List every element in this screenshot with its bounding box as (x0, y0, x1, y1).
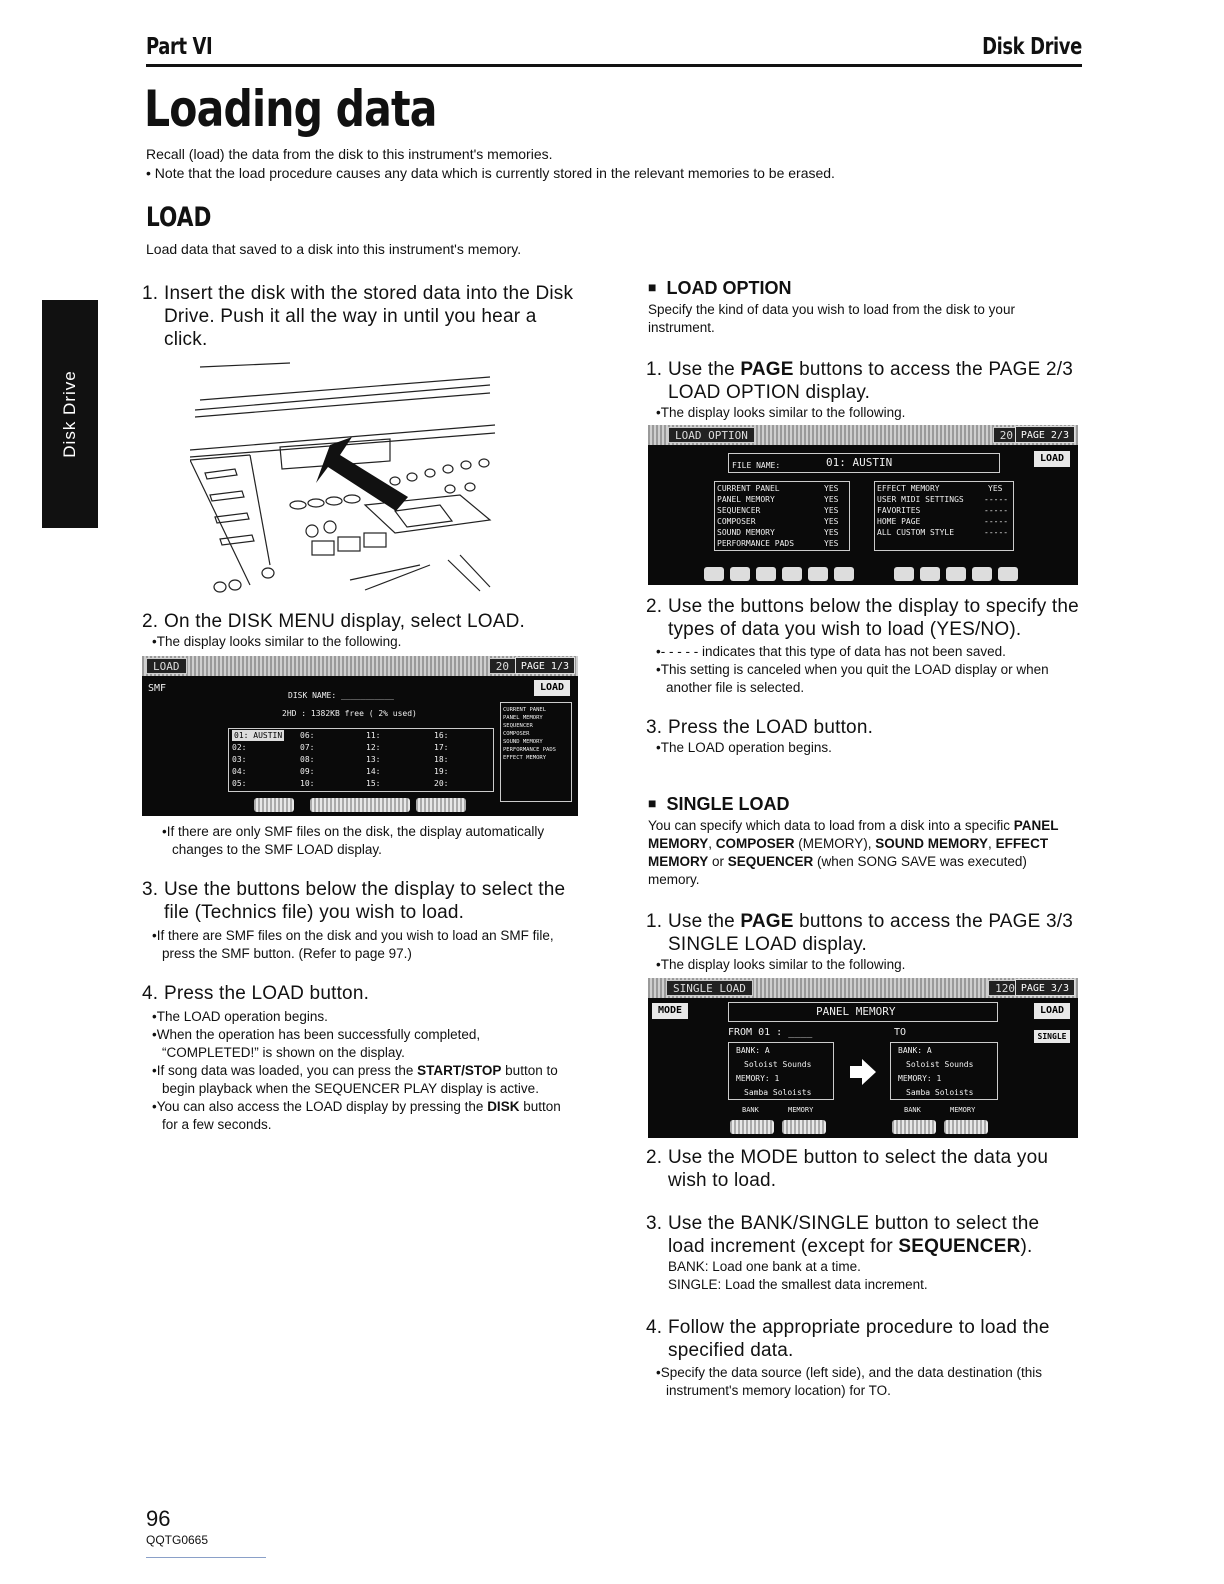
step-text: Press the LOAD button. (668, 717, 874, 738)
file-item[interactable]: 06: (300, 731, 315, 740)
key-label: MEMORY (950, 1106, 976, 1114)
option-item: USER MIDI SETTINGS (877, 495, 964, 504)
bank-button[interactable] (892, 1120, 936, 1134)
footer-rule (146, 1557, 266, 1558)
step-note: • You can also access the LOAD display by pressing the DISK button for a few seconds. (142, 1098, 580, 1134)
single-load-section (648, 794, 1082, 889)
lcd-single-load-display (648, 978, 1078, 1138)
option-value[interactable]: YES (824, 506, 839, 515)
file-item[interactable]: 07: (300, 743, 315, 752)
lcd-page: PAGE 1/3 (515, 657, 575, 674)
single-step1 (646, 910, 1082, 974)
option-item: PANEL MEMORY (717, 495, 775, 504)
option-value[interactable]: ----- (984, 528, 1009, 537)
file-item[interactable]: 18: (434, 755, 449, 764)
disk-free: 2HD : 1382KB free ( 2% used) (282, 709, 417, 718)
source-line: Samba Soloists (744, 1088, 812, 1097)
option-item: SOUND MEMORY (717, 528, 775, 537)
header-rule (146, 64, 1082, 67)
page-number: 96 (146, 1506, 171, 1531)
type-item: PANEL MEMORY (503, 715, 543, 721)
type-item: SOUND MEMORY (503, 739, 543, 745)
option-value[interactable]: ----- (984, 506, 1009, 515)
intro-line: Recall (load) the data from the disk to this instrument's memories. (146, 146, 553, 162)
key-label: BANK (742, 1106, 759, 1114)
lcd-tab: LOAD OPTION (668, 427, 755, 443)
file-item[interactable]: 09: (300, 767, 315, 776)
step-note: • The display looks similar to the following. (646, 404, 1082, 422)
intro (146, 145, 835, 183)
single-step3 (646, 1212, 1082, 1294)
file-item[interactable]: 03: (232, 755, 247, 764)
file-item[interactable]: 14: (366, 767, 381, 776)
option-item: CURRENT PANEL (717, 484, 780, 493)
step-note: • If there are SMF files on the disk and you wish to load an SMF file, press the SMF button. (Refer to page 97.) (142, 927, 580, 963)
file-item[interactable]: 10: (300, 779, 315, 788)
step-text: Use the BANK/SINGLE button to select the load increment (except for SEQUENCER). (668, 1213, 1040, 1257)
option-key[interactable] (730, 567, 750, 581)
lcd-tab: SINGLE LOAD (666, 980, 753, 996)
option-item: SEQUENCER (717, 506, 761, 515)
option-value[interactable]: YES (824, 539, 839, 548)
option-item: ALL CUSTOM STYLE (877, 528, 955, 537)
part-label: Part VI (146, 34, 213, 60)
option-step3 (646, 716, 1082, 757)
key-label: BANK (904, 1106, 921, 1114)
memory-button[interactable] (782, 1120, 826, 1134)
step-number: 1. (646, 359, 663, 380)
disk-name: DISK NAME: ___________ (288, 691, 394, 700)
option-item: HOME PAGE (877, 517, 921, 526)
step-number: 2. (646, 1147, 663, 1168)
option-value[interactable]: ----- (984, 495, 1009, 504)
option-key[interactable] (834, 567, 854, 581)
option-key[interactable] (894, 567, 914, 581)
lcd-load-display (142, 656, 578, 816)
step-text: Press the LOAD button. (164, 983, 370, 1004)
file-item[interactable]: 02: (232, 743, 247, 752)
option-key[interactable] (920, 567, 940, 581)
step-note: • When the operation has been successfully completed, “COMPLETED!” is shown on the display. (142, 1026, 580, 1062)
memory-button[interactable] (944, 1120, 988, 1134)
load-button[interactable]: LOAD (1034, 1003, 1070, 1019)
lcd-tab: LOAD (146, 658, 187, 674)
lcd-page: PAGE 2/3 (1015, 426, 1075, 443)
mode-button[interactable]: MODE (652, 1003, 688, 1019)
option-value[interactable]: YES (988, 484, 1003, 493)
step-text: Use the MODE button to select the data you wish to load. (668, 1147, 1049, 1191)
file-item[interactable]: 01: AUSTIN (234, 731, 283, 740)
option-key[interactable] (972, 567, 992, 581)
file-item[interactable]: 12: (366, 743, 381, 752)
to-label: TO (894, 1027, 907, 1038)
intro-note: • Note that the load procedure causes any data which is currently stored in the relevant memories to be erased. (146, 165, 835, 181)
type-item: EFFECT MEMORY (503, 755, 547, 761)
load-heading: LOAD (146, 202, 212, 233)
smf-button[interactable]: SMF (148, 683, 167, 694)
file-item[interactable]: 16: (434, 731, 449, 740)
bank-button[interactable] (730, 1120, 774, 1134)
file-name-value: 01: AUSTIN (826, 456, 893, 469)
step-text: Use the PAGE buttons to access the PAGE 2/3 LOAD OPTION display. (668, 359, 1073, 403)
option-item: PERFORMANCE PADS (717, 539, 795, 548)
section-subtitle: You can specify which data to load from a disk into a specific PANEL MEMORY, COMPOSER (MEMORY), SOUND MEMORY, EFFECT MEMORY or SEQUENCER (when SONG SAVE was executed) memory. (648, 818, 1059, 887)
destination-line: MEMORY: 1 (898, 1074, 942, 1083)
load-button[interactable]: LOAD (534, 680, 570, 696)
source-line: BANK: A (736, 1046, 770, 1055)
single-step4 (646, 1316, 1082, 1400)
source-line: Soloist Sounds (744, 1060, 812, 1069)
option-value[interactable]: ----- (984, 517, 1009, 526)
option-key[interactable] (704, 567, 724, 581)
step-number: 1. (142, 283, 159, 304)
file-item[interactable]: 19: (434, 767, 449, 776)
smf-note (152, 823, 582, 859)
file-item[interactable]: 11: (366, 731, 381, 740)
lcd-number: 120 (988, 980, 1022, 996)
option-key[interactable] (946, 567, 966, 581)
side-tab-label: Disk Drive (60, 370, 79, 458)
file-item[interactable]: 08: (300, 755, 315, 764)
step-number: 4. (142, 983, 159, 1004)
step-number: 3. (646, 1213, 663, 1234)
step-note: • The display looks similar to the following. (646, 956, 1082, 974)
option-item: FAVORITES (877, 506, 921, 515)
lcd-page: PAGE 3/3 (1015, 979, 1075, 996)
file-item[interactable]: 04: (232, 767, 247, 776)
step-text: Insert the disk with the stored data into the Disk Drive. Push it all the way in until you hear a click. (164, 283, 574, 350)
step-note: • - - - - - indicates that this type of data has not been saved. (646, 643, 1082, 661)
file-item[interactable]: 05: (232, 779, 247, 788)
disk-insert-illustration (190, 355, 500, 595)
option-key[interactable] (756, 567, 776, 581)
option-key[interactable] (998, 567, 1018, 581)
section-label: Disk Drive (982, 34, 1082, 60)
option-item: EFFECT MEMORY (877, 484, 940, 493)
load-button[interactable]: LOAD (1034, 451, 1070, 467)
step-text: Use the buttons below the display to specify the types of data you wish to load (YES/NO). (668, 596, 1079, 640)
step-text: Follow the appropriate procedure to load the specified data. (668, 1317, 1050, 1361)
prev-button[interactable] (254, 798, 294, 812)
file-name-label: FILE NAME: (732, 461, 781, 470)
option-value[interactable]: YES (824, 528, 839, 537)
type-item: SEQUENCER (503, 723, 533, 729)
section-heading: ■ SINGLE LOAD (648, 794, 1082, 815)
step-note: • The LOAD operation begins. (646, 739, 1082, 757)
left-step2 (142, 610, 580, 651)
left-step3 (142, 878, 580, 963)
type-item: CURRENT PANEL (503, 707, 547, 713)
option-value[interactable]: YES (824, 495, 839, 504)
left-step4 (142, 982, 580, 1134)
option-key[interactable] (808, 567, 828, 581)
step-number: 1. (646, 911, 663, 932)
step-number: 2. (142, 611, 159, 632)
file-item[interactable]: 13: (366, 755, 381, 764)
step-number: 3. (646, 717, 663, 738)
load-option-section (648, 278, 1082, 337)
step-text: Use the buttons below the display to select the file (Technics file) you wish to load. (164, 879, 566, 923)
option-step2 (646, 595, 1082, 697)
type-item: PERFORMANCE PADS (503, 747, 556, 753)
type-item: COMPOSER (503, 731, 530, 737)
file-item[interactable]: 15: (366, 779, 381, 788)
file-item[interactable]: 17: (434, 743, 449, 752)
lcd-number: 20 (993, 427, 1020, 443)
scroll-button[interactable] (310, 798, 410, 812)
step-text: On the DISK MENU display, select LOAD. (164, 611, 525, 632)
single-step2 (646, 1146, 1082, 1192)
step-note: • The LOAD operation begins. (142, 1008, 580, 1026)
destination-line: BANK: A (898, 1046, 932, 1055)
step-text: Use the PAGE buttons to access the PAGE 3/3 SINGLE LOAD display. (668, 911, 1073, 955)
destination-line: Samba Soloists (906, 1088, 974, 1097)
lcd-load-option-display (648, 425, 1078, 585)
single-line: SINGLE: Load the smallest data increment. (668, 1277, 928, 1292)
from-label: FROM 01 : ____ (728, 1027, 813, 1038)
bank-line: BANK: Load one bank at a time. (668, 1259, 861, 1274)
section-heading: ■ LOAD OPTION (648, 278, 1082, 299)
arrow-right-icon (848, 1058, 878, 1086)
load-subtitle: Load data that saved to a disk into this instrument's memory. (146, 241, 522, 257)
type-value: PANEL MEMORY (816, 1005, 896, 1018)
step-number: 3. (142, 879, 159, 900)
step-number: 2. (646, 596, 663, 617)
page-title: Loading data (144, 80, 437, 138)
step-note: • If there are only SMF files on the disk, the display automatically changes to the SMF LOAD display. (152, 823, 582, 859)
step-number: 4. (646, 1317, 663, 1338)
source-line: MEMORY: 1 (736, 1074, 780, 1083)
next-button[interactable] (416, 798, 466, 812)
left-step1 (142, 282, 580, 351)
side-tab (42, 300, 98, 528)
destination-line: Soloist Sounds (906, 1060, 974, 1069)
file-item[interactable]: 20: (434, 779, 449, 788)
option-step1 (646, 358, 1082, 422)
option-item: COMPOSER (717, 517, 756, 526)
single-button[interactable]: SINGLE (1034, 1030, 1070, 1043)
key-label: MEMORY (788, 1106, 814, 1114)
step-note: • If song data was loaded, you can press the START/STOP button to begin playback when the SEQUENCER PLAY display is active. (142, 1062, 580, 1098)
option-key[interactable] (782, 567, 802, 581)
step-note: • This setting is canceled when you quit the LOAD display or when another file is selected. (646, 661, 1082, 697)
option-value[interactable]: YES (824, 484, 839, 493)
lcd-number: 20 (489, 658, 516, 674)
option-value[interactable]: YES (824, 517, 839, 526)
section-subtitle: Specify the kind of data you wish to load from the disk to your instrument. (648, 302, 1015, 335)
step-note: • Specify the data source (left side), and the data destination (this instrument's memory location) for TO. (646, 1364, 1082, 1400)
step-note: • The display looks similar to the following. (142, 633, 580, 651)
document-code: QQTG0665 (146, 1533, 209, 1547)
